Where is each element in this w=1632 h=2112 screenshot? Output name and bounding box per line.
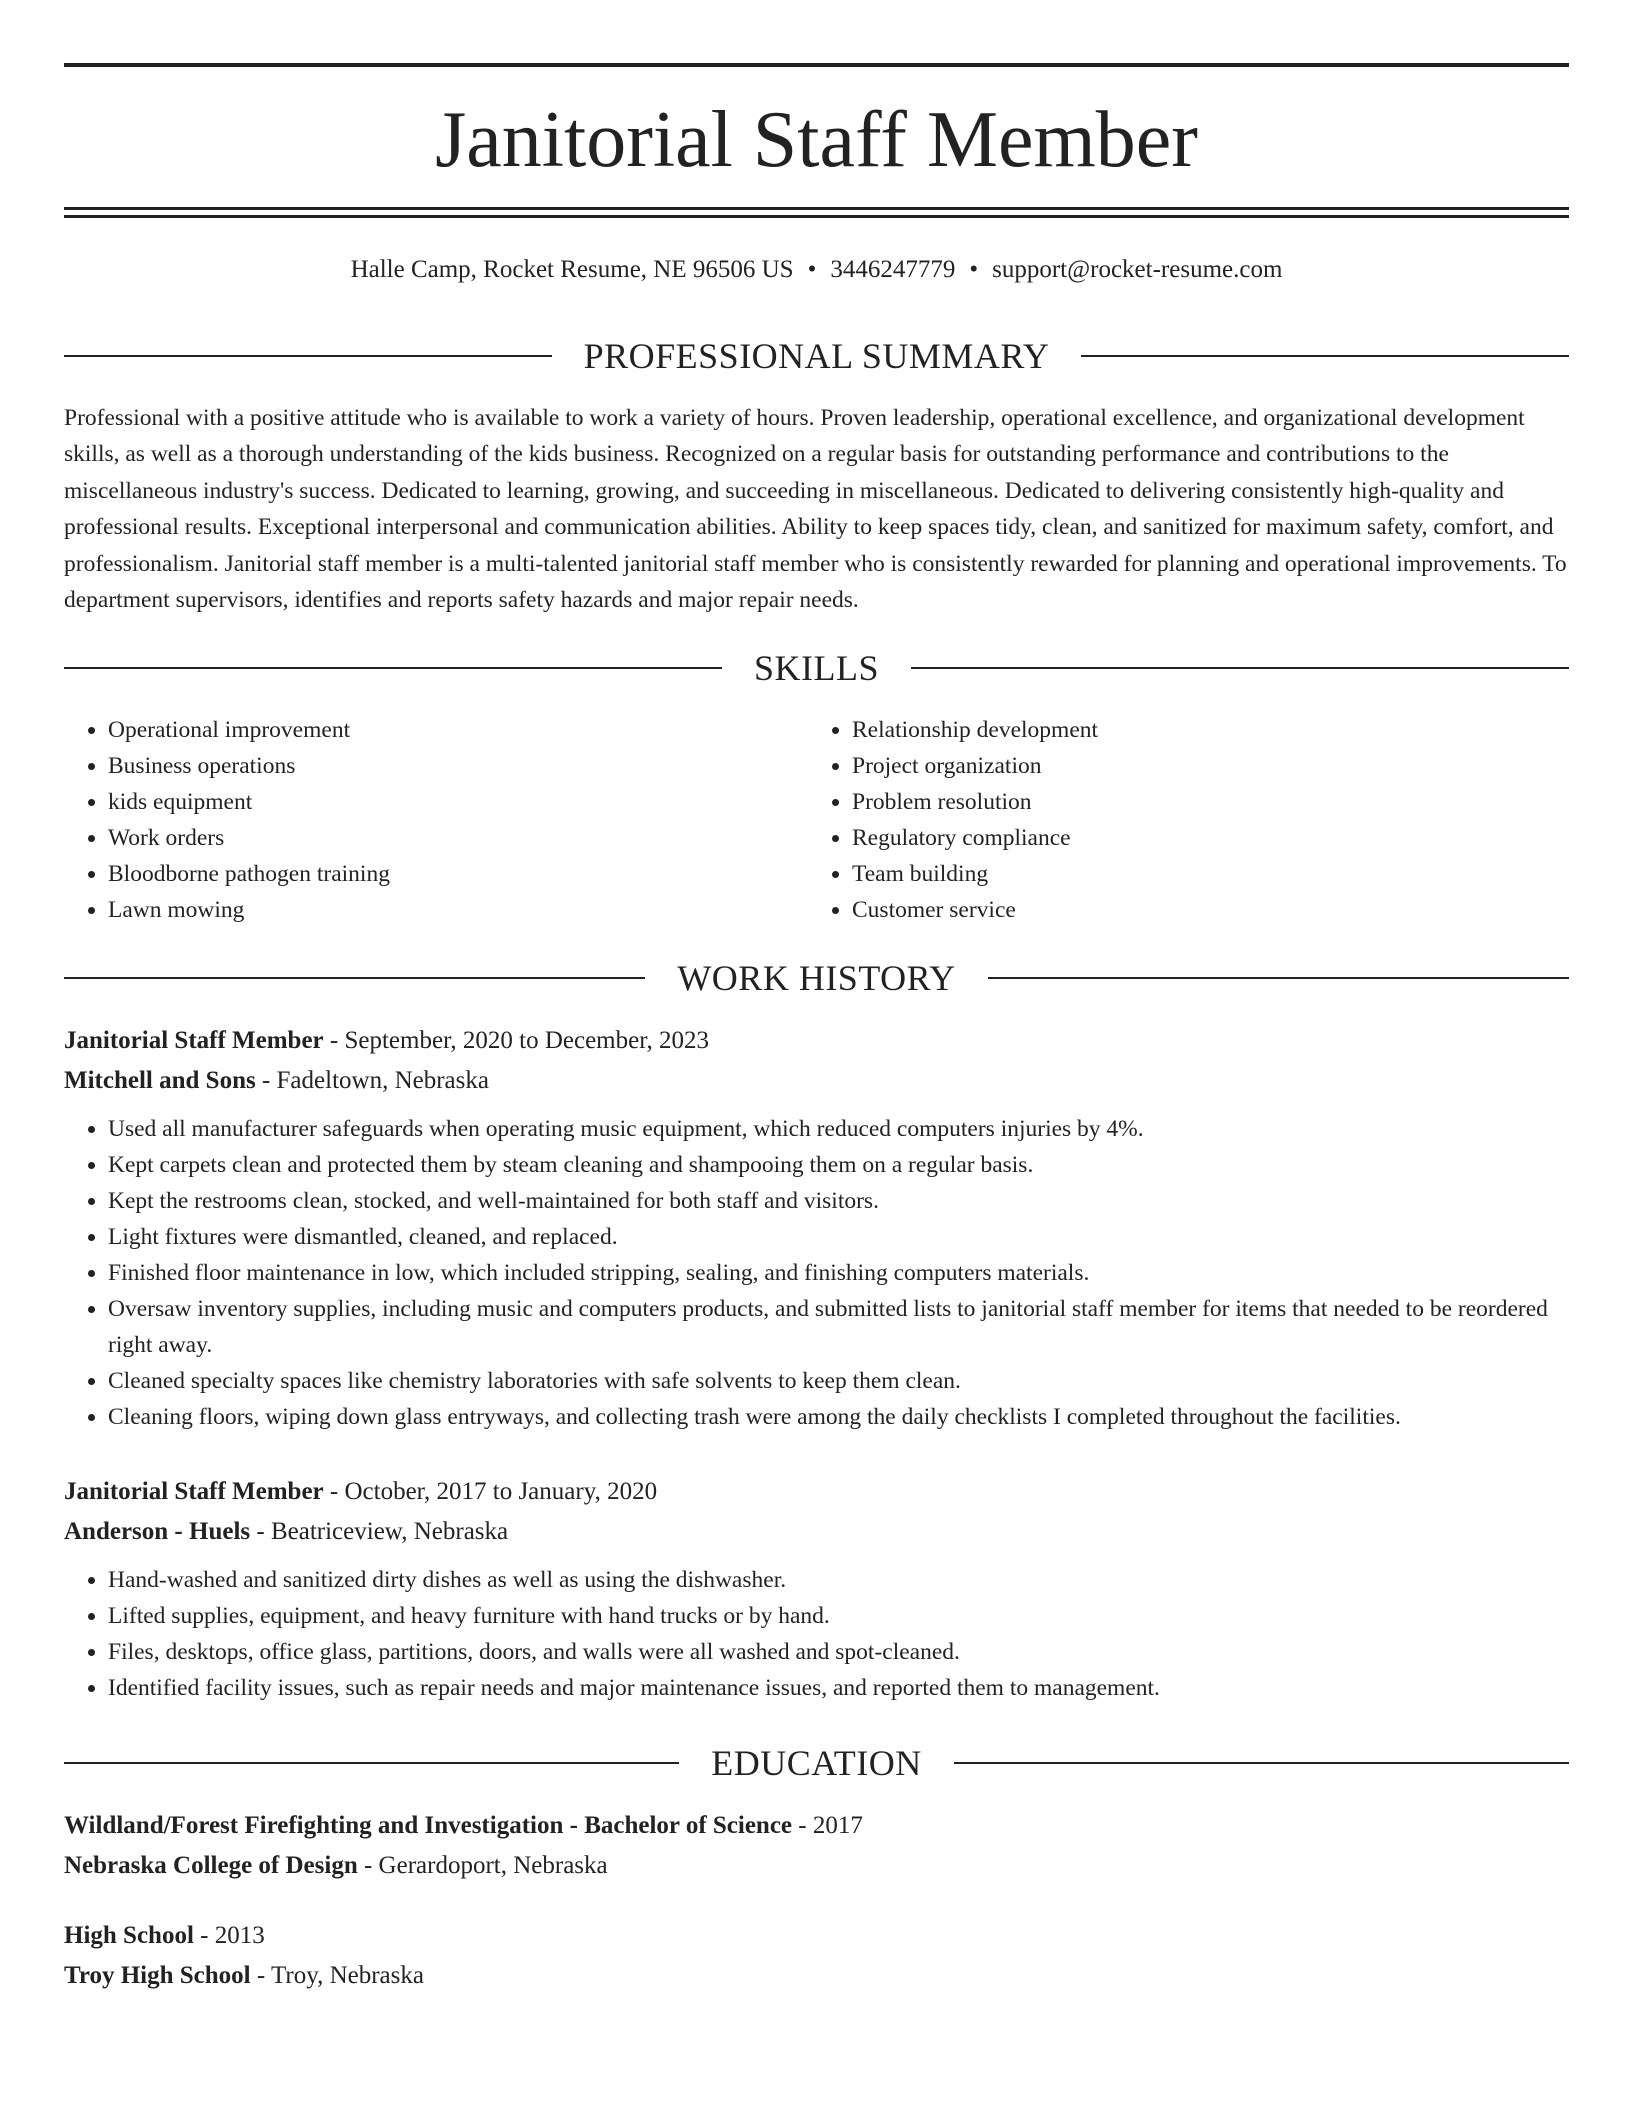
job-location: - Fadeltown, Nebraska bbox=[255, 1067, 489, 1094]
work-history-heading-label: WORK HISTORY bbox=[677, 958, 956, 998]
job-title-line bbox=[64, 1472, 1569, 1512]
job-entry bbox=[64, 1472, 1569, 1706]
skill-item: • Lawn mowing bbox=[108, 892, 806, 928]
job-bullets bbox=[64, 1562, 1569, 1706]
education-heading bbox=[64, 1741, 1569, 1785]
summary-heading bbox=[64, 334, 1569, 378]
title-rule-upper bbox=[64, 207, 1569, 210]
skill-item: • Relationship development bbox=[852, 712, 1550, 748]
skill-item: • Work orders bbox=[108, 820, 806, 856]
contact-email[interactable]: support@rocket-resume.com bbox=[992, 256, 1283, 283]
job-bullet: • Lifted supplies, equipment, and heavy furniture with hand trucks or by hand. bbox=[108, 1598, 1569, 1634]
job-bullet: • Files, desktops, office glass, partitions, doors, and walls were all washed and spot-cleaned. bbox=[108, 1634, 1569, 1670]
heading-rule bbox=[988, 977, 1569, 979]
job-dates: - September, 2020 to December, 2023 bbox=[323, 1027, 710, 1054]
job-bullet: • Kept carpets clean and protected them by steam cleaning and shampooing them on a regular basis. bbox=[108, 1147, 1569, 1183]
skills-column-right bbox=[806, 712, 1550, 928]
job-bullet: • Finished floor maintenance in low, which included stripping, sealing, and finishing computers materials. bbox=[108, 1255, 1569, 1291]
heading-rule bbox=[64, 667, 722, 669]
job-bullet: • Identified facility issues, such as repair needs and major maintenance issues, and reported them to management. bbox=[108, 1670, 1569, 1706]
education-location: - Troy, Nebraska bbox=[250, 1962, 424, 1989]
job-entry bbox=[64, 1021, 1569, 1435]
education-location: - Gerardoport, Nebraska bbox=[357, 1852, 608, 1879]
education-year: - 2017 bbox=[792, 1812, 863, 1839]
job-title: Janitorial Staff Member bbox=[64, 1478, 324, 1505]
heading-rule bbox=[954, 1762, 1569, 1764]
education-school-line bbox=[64, 1846, 1569, 1886]
skill-item: • Operational improvement bbox=[108, 712, 806, 748]
summary-heading-label: PROFESSIONAL SUMMARY bbox=[583, 336, 1050, 376]
job-company-line bbox=[64, 1061, 1569, 1101]
contact-separator: • bbox=[807, 256, 817, 283]
title-rule-lower bbox=[64, 215, 1569, 218]
heading-rule bbox=[911, 667, 1569, 669]
job-company: Mitchell and Sons bbox=[64, 1067, 256, 1094]
job-bullet: • Cleaned specialty spaces like chemistry laboratories with safe solvents to keep them clean. bbox=[108, 1363, 1569, 1399]
job-dates: - October, 2017 to January, 2020 bbox=[323, 1478, 658, 1505]
heading-rule bbox=[64, 1762, 679, 1764]
heading-rule bbox=[64, 977, 645, 979]
work-history-heading bbox=[64, 956, 1569, 1000]
skills-list bbox=[64, 712, 1569, 928]
job-title-line bbox=[64, 1021, 1569, 1061]
education-degree: High School bbox=[64, 1922, 194, 1949]
education-degree-line bbox=[64, 1806, 1569, 1846]
job-location: - Beatriceview, Nebraska bbox=[250, 1518, 509, 1545]
job-bullet: • Used all manufacturer safeguards when operating music equipment, which reduced computers injuries by 4%. bbox=[108, 1111, 1569, 1147]
education-heading-label: EDUCATION bbox=[711, 1743, 922, 1783]
education-school: Nebraska College of Design bbox=[64, 1852, 358, 1879]
job-bullet: • Light fixtures were dismantled, cleaned, and replaced. bbox=[108, 1219, 1569, 1255]
job-title: Janitorial Staff Member bbox=[64, 1027, 324, 1054]
job-company-line bbox=[64, 1512, 1569, 1552]
skill-item: • Project organization bbox=[852, 748, 1550, 784]
education-entry bbox=[64, 1806, 1569, 1886]
education-entry bbox=[64, 1916, 1569, 1996]
heading-rule bbox=[64, 355, 552, 357]
job-bullet: • Kept the restrooms clean, stocked, and well-maintained for both staff and visitors. bbox=[108, 1183, 1569, 1219]
skills-heading-label: SKILLS bbox=[754, 648, 880, 688]
job-company: Anderson - Huels bbox=[64, 1518, 251, 1545]
skill-item: • Problem resolution bbox=[852, 784, 1550, 820]
contact-separator: • bbox=[969, 256, 979, 283]
heading-rule bbox=[1081, 355, 1569, 357]
skill-item: • kids equipment bbox=[108, 784, 806, 820]
contact-phone: 3446247779 bbox=[830, 256, 956, 283]
education-year: - 2013 bbox=[193, 1922, 265, 1949]
skills-column-left bbox=[64, 712, 806, 928]
skill-item: • Customer service bbox=[852, 892, 1550, 928]
skill-item: • Bloodborne pathogen training bbox=[108, 856, 806, 892]
page-title: Janitorial Staff Member bbox=[435, 96, 1198, 184]
skill-item: • Team building bbox=[852, 856, 1550, 892]
summary-text: Professional with a positive attitude who is available to work a variety of hours. Proven leadership, operational excellence, and organizational development skills, as well as a thorough understanding of the kids business. Recognized on a regular basis for outstanding performance and contributions to the miscellaneous industry's success. Dedicated to learning, growing, and succeeding in miscellaneous. Dedicated to delivering consistently high-quality and professional results. Exceptional interpersonal and communication abilities. Ability to keep spaces tidy, clean, and sanitized for maximum safety, comfort, and professionalism. Janitorial staff member is a multi-talented janitorial staff member who is consistently rewarded for planning and operational improvements. To department supervisors, identifies and reports safety hazards and major repair needs. bbox=[64, 405, 1567, 614]
job-bullet: • Oversaw inventory supplies, including music and computers products, and submitted lists to janitorial staff member for items that needed to be reordered right away. bbox=[108, 1291, 1569, 1363]
contact-line bbox=[64, 252, 1569, 288]
education-degree: Wildland/Forest Firefighting and Investigation - Bachelor of Science bbox=[64, 1812, 793, 1839]
education-school-line bbox=[64, 1956, 1569, 1996]
job-bullet: • Hand-washed and sanitized dirty dishes as well as using the dishwasher. bbox=[108, 1562, 1569, 1598]
job-bullet: • Cleaning floors, wiping down glass entryways, and collecting trash were among the daily checklists I completed throughout the facilities. bbox=[108, 1399, 1569, 1435]
skills-heading bbox=[64, 646, 1569, 690]
education-degree-line bbox=[64, 1916, 1569, 1956]
skill-item: • Regulatory compliance bbox=[852, 820, 1550, 856]
education-school: Troy High School bbox=[64, 1962, 251, 1989]
job-bullets bbox=[64, 1111, 1569, 1435]
contact-address: Halle Camp, Rocket Resume, NE 96506 US bbox=[350, 256, 794, 283]
top-rule bbox=[64, 63, 1569, 67]
skill-item: • Business operations bbox=[108, 748, 806, 784]
